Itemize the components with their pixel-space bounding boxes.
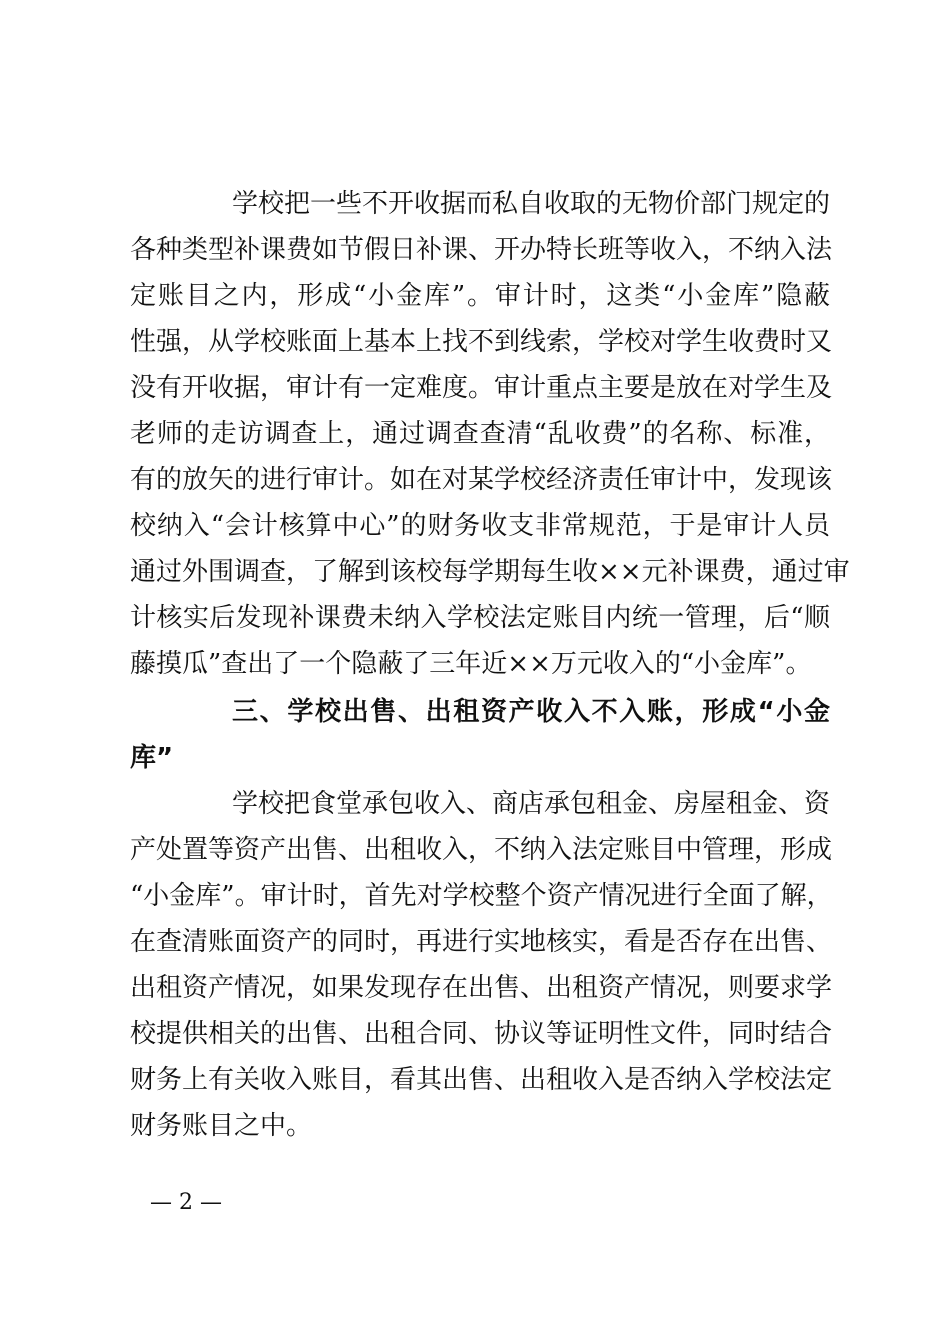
paragraph-line: 通过外围调查，了解到该校每学期每生收××元补课费，通过审 [130,557,850,587]
paragraph-line: 校提供相关的出售、出租合同、协议等证明性文件，同时结合 [130,1019,833,1049]
paragraph-line: 校纳入“会计核算中心”的财务收支非常规范，于是审计人员 [130,511,830,541]
paragraph-line: 有的放矢的进行审计。如在对某学校经济责任审计中，发现该 [130,465,833,495]
heading-line: 三、学校出售、出租资产收入不入账，形成“小金 [232,697,830,727]
paragraph-line: 计核实后发现补课费未纳入学校法定账目内统一管理，后“顺 [130,603,830,633]
paragraph-line: 老师的走访调查上，通过调查查清“乱收费”的名称、标准， [130,419,830,449]
paragraph-line: 各种类型补课费如节假日补课、开办特长班等收入，不纳入法 [130,235,833,265]
paragraph-line: 财务账目之中。 [130,1111,313,1141]
paragraph-line: “小金库”。审计时，首先对学校整个资产情况进行全面了解， [130,881,833,911]
paragraph-line: 性强，从学校账面上基本上找不到线索，学校对学生收费时又 [130,327,833,357]
paragraph-line: 学校把一些不开收据而私自收取的无物价部门规定的 [232,189,831,219]
paragraph-line: 产处置等资产出售、出租收入，不纳入法定账目中管理，形成 [130,835,833,865]
paragraph-line: 学校把食堂承包收入、商店承包租金、房屋租金、资 [232,789,831,819]
paragraph-line: 定账目之内，形成“小金库”。审计时，这类“小金库”隐蔽 [130,281,830,311]
paragraph-line: 藤摸瓜”查出了一个隐蔽了三年近××万元收入的“小金库”。 [130,649,812,679]
paragraph-line: 出租资产情况，如果发现存在出售、出租资产情况，则要求学 [130,973,833,1003]
paragraph-line: 财务上有关收入账目，看其出售、出租收入是否纳入学校法定 [130,1065,833,1095]
paragraph-line: 没有开收据，审计有一定难度。审计重点主要是放在对学生及 [130,373,833,403]
heading-line: 库” [130,743,174,773]
paragraph-line: 在查清账面资产的同时，再进行实地核实，看是否存在出售、 [130,927,833,957]
page-number: — 2 — [150,1190,222,1215]
